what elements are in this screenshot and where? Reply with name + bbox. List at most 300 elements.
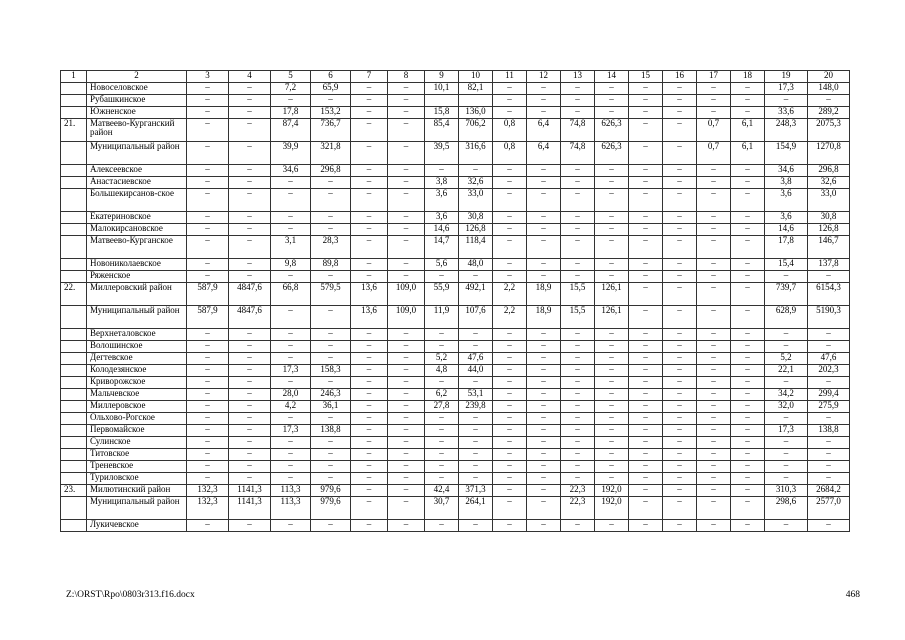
- table-cell: 13,6: [351, 283, 388, 306]
- table-cell: 1270,8: [808, 142, 850, 165]
- table-cell: –: [187, 341, 229, 353]
- table-cell: –: [629, 236, 663, 259]
- table-cell: –: [229, 461, 271, 473]
- table-cell: –: [271, 449, 311, 461]
- table-cell: –: [731, 329, 765, 341]
- table-cell: –: [425, 425, 459, 437]
- table-cell: –: [388, 83, 425, 95]
- table-cell: 33,0: [808, 189, 850, 212]
- table-cell: –: [388, 473, 425, 485]
- row-name: Южненское: [87, 107, 187, 119]
- table-cell: –: [595, 329, 629, 341]
- table-cell: –: [697, 95, 731, 107]
- table-cell: –: [561, 236, 595, 259]
- table-cell: –: [459, 341, 493, 353]
- table-cell: 17,3: [765, 83, 808, 95]
- table-cell: 47,6: [808, 353, 850, 365]
- table-cell: –: [527, 520, 561, 532]
- table-cell: –: [351, 119, 388, 142]
- table-cell: –: [595, 177, 629, 189]
- table-cell: –: [629, 389, 663, 401]
- table-cell: 626,3: [595, 142, 629, 165]
- table-cell: –: [731, 95, 765, 107]
- table-cell: –: [351, 329, 388, 341]
- table-cell: 30,7: [425, 497, 459, 520]
- table-cell: –: [351, 389, 388, 401]
- table-cell: –: [229, 389, 271, 401]
- table-cell: –: [459, 377, 493, 389]
- table-cell: –: [271, 224, 311, 236]
- table-cell: –: [271, 271, 311, 283]
- table-cell: –: [187, 177, 229, 189]
- table-cell: 736,7: [311, 119, 351, 142]
- table-cell: 2,2: [493, 306, 527, 329]
- table-cell: –: [351, 83, 388, 95]
- table-cell: –: [629, 353, 663, 365]
- table-cell: 158,3: [311, 365, 351, 377]
- table-cell: –: [697, 189, 731, 212]
- row-number: [61, 212, 87, 224]
- table-cell: –: [808, 437, 850, 449]
- table-cell: –: [731, 283, 765, 306]
- table-cell: –: [527, 259, 561, 271]
- table-cell: 492,1: [459, 283, 493, 306]
- row-name: Миллеровский район: [87, 283, 187, 306]
- table-cell: 33,0: [459, 189, 493, 212]
- table-cell: –: [629, 341, 663, 353]
- table-cell: –: [388, 341, 425, 353]
- row-name: Ольхово-Рогское: [87, 413, 187, 425]
- table-cell: –: [663, 212, 697, 224]
- table-cell: –: [311, 353, 351, 365]
- table-cell: –: [561, 224, 595, 236]
- row-number: [61, 401, 87, 413]
- table-cell: 34,2: [765, 389, 808, 401]
- table-row: [61, 306, 850, 329]
- table-cell: –: [663, 461, 697, 473]
- column-header: 8: [388, 71, 425, 83]
- table-cell: –: [765, 341, 808, 353]
- table-row: [61, 389, 850, 401]
- column-header: 6: [311, 71, 351, 83]
- table-cell: –: [697, 473, 731, 485]
- row-name: Туриловское: [87, 473, 187, 485]
- table-cell: –: [388, 425, 425, 437]
- table-cell: –: [271, 189, 311, 212]
- table-cell: –: [493, 461, 527, 473]
- table-cell: –: [351, 95, 388, 107]
- table-cell: –: [561, 189, 595, 212]
- row-name: Рубашкинское: [87, 95, 187, 107]
- row-number: [61, 520, 87, 532]
- table-cell: 137,8: [808, 259, 850, 271]
- table-cell: –: [187, 377, 229, 389]
- table-cell: –: [663, 341, 697, 353]
- table-cell: 132,3: [187, 485, 229, 497]
- table-cell: –: [697, 377, 731, 389]
- table-cell: 109,0: [388, 306, 425, 329]
- column-header: 2: [87, 71, 187, 83]
- table-cell: –: [527, 401, 561, 413]
- table-cell: –: [229, 341, 271, 353]
- table-cell: –: [351, 165, 388, 177]
- table-cell: –: [459, 520, 493, 532]
- table-cell: –: [388, 119, 425, 142]
- table-cell: –: [187, 107, 229, 119]
- column-header: 1: [61, 71, 87, 83]
- table-cell: –: [388, 401, 425, 413]
- table-cell: 126,1: [595, 283, 629, 306]
- table-cell: –: [561, 212, 595, 224]
- table-row: [61, 485, 850, 497]
- table-cell: 18,9: [527, 306, 561, 329]
- table-cell: –: [697, 271, 731, 283]
- table-cell: –: [527, 224, 561, 236]
- table-cell: –: [527, 329, 561, 341]
- table-cell: –: [561, 259, 595, 271]
- table-cell: 118,4: [459, 236, 493, 259]
- row-number: [61, 236, 87, 259]
- table-cell: –: [697, 413, 731, 425]
- table-cell: –: [425, 413, 459, 425]
- table-cell: 248,3: [765, 119, 808, 142]
- table-cell: –: [187, 119, 229, 142]
- table-cell: 107,6: [459, 306, 493, 329]
- row-number: [61, 271, 87, 283]
- row-name: Муниципальный район: [87, 142, 187, 165]
- row-name: Колодезянское: [87, 365, 187, 377]
- table-cell: –: [388, 353, 425, 365]
- table-cell: –: [663, 389, 697, 401]
- table-cell: –: [663, 365, 697, 377]
- table-cell: 310,3: [765, 485, 808, 497]
- table-cell: –: [229, 353, 271, 365]
- table-cell: 34,6: [765, 165, 808, 177]
- table-cell: –: [595, 353, 629, 365]
- table-cell: –: [629, 165, 663, 177]
- table-cell: –: [629, 224, 663, 236]
- table-cell: 6,2: [425, 389, 459, 401]
- table-cell: –: [731, 259, 765, 271]
- table-cell: 87,4: [271, 119, 311, 142]
- table-cell: –: [731, 212, 765, 224]
- table-cell: –: [187, 365, 229, 377]
- table-cell: 85,4: [425, 119, 459, 142]
- table-cell: –: [493, 83, 527, 95]
- table-cell: –: [731, 271, 765, 283]
- table-cell: 1141,3: [229, 497, 271, 520]
- table-cell: –: [629, 497, 663, 520]
- table-cell: –: [561, 389, 595, 401]
- row-number: [61, 329, 87, 341]
- table-cell: –: [311, 520, 351, 532]
- table-row: [61, 520, 850, 532]
- table-cell: –: [388, 142, 425, 165]
- row-name: Новоселовское: [87, 83, 187, 95]
- table-cell: 298,6: [765, 497, 808, 520]
- table-cell: 202,3: [808, 365, 850, 377]
- page-number: 468: [845, 590, 860, 600]
- table-cell: 126,1: [595, 306, 629, 329]
- table-cell: –: [697, 329, 731, 341]
- table-cell: –: [271, 520, 311, 532]
- table-cell: –: [731, 306, 765, 329]
- table-cell: –: [697, 401, 731, 413]
- table-cell: –: [561, 329, 595, 341]
- table-cell: –: [459, 271, 493, 283]
- table-cell: –: [595, 520, 629, 532]
- table-cell: 1141,3: [229, 485, 271, 497]
- table-cell: 33,6: [765, 107, 808, 119]
- table-cell: –: [697, 497, 731, 520]
- table-cell: –: [697, 224, 731, 236]
- table-cell: –: [351, 107, 388, 119]
- table-cell: –: [629, 377, 663, 389]
- table-cell: –: [629, 107, 663, 119]
- table-cell: 15,4: [765, 259, 808, 271]
- row-number: [61, 142, 87, 165]
- table-cell: –: [311, 461, 351, 473]
- table-cell: 5,2: [425, 353, 459, 365]
- table-cell: 296,8: [311, 165, 351, 177]
- row-number: 22.: [61, 283, 87, 306]
- table-cell: –: [351, 401, 388, 413]
- table-cell: –: [595, 377, 629, 389]
- table-cell: –: [731, 365, 765, 377]
- table-cell: 3,6: [425, 189, 459, 212]
- table-cell: –: [493, 377, 527, 389]
- table-cell: –: [808, 461, 850, 473]
- table-cell: 3,1: [271, 236, 311, 259]
- table-cell: –: [663, 485, 697, 497]
- table-cell: 628,9: [765, 306, 808, 329]
- table-cell: 4847,6: [229, 283, 271, 306]
- table-cell: –: [663, 107, 697, 119]
- table-cell: –: [595, 212, 629, 224]
- table-cell: –: [229, 177, 271, 189]
- table-cell: –: [187, 437, 229, 449]
- table-cell: –: [595, 189, 629, 212]
- table-cell: –: [697, 437, 731, 449]
- table-cell: –: [808, 341, 850, 353]
- table-cell: –: [459, 461, 493, 473]
- table-cell: –: [351, 485, 388, 497]
- table-cell: 30,8: [808, 212, 850, 224]
- table-cell: 27,8: [425, 401, 459, 413]
- table-cell: 74,8: [561, 119, 595, 142]
- row-number: [61, 341, 87, 353]
- table-cell: –: [731, 401, 765, 413]
- table-cell: –: [388, 520, 425, 532]
- table-cell: –: [493, 177, 527, 189]
- table-row: [61, 83, 850, 95]
- table-cell: –: [493, 473, 527, 485]
- table-cell: –: [459, 165, 493, 177]
- row-name: Матвеево-Курганское: [87, 236, 187, 259]
- table-cell: –: [731, 377, 765, 389]
- table-cell: –: [351, 365, 388, 377]
- row-number: [61, 259, 87, 271]
- table-cell: –: [561, 165, 595, 177]
- table-cell: 979,6: [311, 497, 351, 520]
- table-cell: –: [459, 413, 493, 425]
- table-cell: –: [663, 283, 697, 306]
- table-cell: –: [311, 413, 351, 425]
- table-cell: –: [311, 437, 351, 449]
- table-cell: –: [561, 365, 595, 377]
- table-cell: –: [663, 473, 697, 485]
- table-cell: –: [388, 236, 425, 259]
- row-number: [61, 189, 87, 212]
- column-header: 7: [351, 71, 388, 83]
- table-cell: 18,9: [527, 283, 561, 306]
- table-cell: –: [527, 189, 561, 212]
- table-cell: –: [527, 377, 561, 389]
- table-cell: –: [388, 224, 425, 236]
- table-cell: 0,7: [697, 119, 731, 142]
- table-cell: –: [765, 377, 808, 389]
- table-cell: –: [595, 165, 629, 177]
- table-cell: –: [187, 520, 229, 532]
- table-cell: –: [731, 353, 765, 365]
- row-name: Матвеево-Курганский район: [87, 119, 187, 142]
- table-row: [61, 189, 850, 212]
- table-cell: –: [351, 449, 388, 461]
- table-cell: 6154,3: [808, 283, 850, 306]
- row-number: [61, 353, 87, 365]
- table-cell: –: [493, 259, 527, 271]
- table-cell: –: [229, 401, 271, 413]
- table-cell: 0,8: [493, 119, 527, 142]
- table-cell: –: [663, 142, 697, 165]
- table-cell: –: [561, 341, 595, 353]
- table-cell: 66,8: [271, 283, 311, 306]
- table-cell: –: [493, 329, 527, 341]
- column-header: 10: [459, 71, 493, 83]
- table-cell: –: [527, 212, 561, 224]
- table-cell: –: [629, 520, 663, 532]
- table-cell: –: [229, 212, 271, 224]
- table-cell: –: [765, 329, 808, 341]
- table-cell: –: [765, 520, 808, 532]
- table-row: [61, 449, 850, 461]
- table-row: [61, 259, 850, 271]
- header-row: [61, 71, 850, 83]
- table-cell: –: [527, 449, 561, 461]
- table-cell: –: [527, 389, 561, 401]
- table-cell: –: [351, 189, 388, 212]
- table-cell: 28,0: [271, 389, 311, 401]
- table-cell: –: [271, 329, 311, 341]
- table-row: [61, 236, 850, 259]
- table-cell: –: [629, 449, 663, 461]
- table-cell: –: [351, 236, 388, 259]
- row-name: Лукичевское: [87, 520, 187, 532]
- table-cell: –: [697, 283, 731, 306]
- table-cell: –: [187, 449, 229, 461]
- table-cell: 22,1: [765, 365, 808, 377]
- table-cell: 6,1: [731, 119, 765, 142]
- table-cell: 126,8: [808, 224, 850, 236]
- table-cell: –: [595, 107, 629, 119]
- table-cell: –: [629, 437, 663, 449]
- row-number: [61, 365, 87, 377]
- table-cell: –: [629, 212, 663, 224]
- table-cell: –: [527, 83, 561, 95]
- table-cell: 979,6: [311, 485, 351, 497]
- table-cell: 10,1: [425, 83, 459, 95]
- table-cell: 4847,6: [229, 306, 271, 329]
- table-cell: –: [629, 189, 663, 212]
- table-cell: –: [388, 497, 425, 520]
- table-cell: –: [697, 165, 731, 177]
- table-cell: –: [629, 306, 663, 329]
- table-cell: –: [229, 165, 271, 177]
- table-cell: 17,3: [271, 425, 311, 437]
- table-cell: –: [351, 497, 388, 520]
- table-cell: –: [229, 437, 271, 449]
- row-name: Муниципальный район: [87, 306, 187, 329]
- table-row: [61, 177, 850, 189]
- table-cell: –: [663, 377, 697, 389]
- table-row: [61, 461, 850, 473]
- table-cell: 2577,0: [808, 497, 850, 520]
- table-cell: –: [663, 497, 697, 520]
- column-header: 3: [187, 71, 229, 83]
- row-number: [61, 473, 87, 485]
- table-cell: –: [697, 107, 731, 119]
- table-cell: –: [731, 236, 765, 259]
- table-cell: –: [311, 341, 351, 353]
- row-number: [61, 449, 87, 461]
- table-cell: –: [561, 461, 595, 473]
- table-cell: –: [388, 165, 425, 177]
- table-cell: –: [731, 473, 765, 485]
- table-row: [61, 353, 850, 365]
- table-cell: –: [629, 365, 663, 377]
- table-cell: –: [229, 377, 271, 389]
- table-row: [61, 107, 850, 119]
- table-cell: 2684,2: [808, 485, 850, 497]
- table-cell: –: [561, 177, 595, 189]
- table-cell: –: [459, 329, 493, 341]
- table-cell: –: [351, 413, 388, 425]
- table-row: [61, 425, 850, 437]
- table-cell: –: [808, 271, 850, 283]
- table-cell: –: [425, 520, 459, 532]
- row-name: Новониколаевское: [87, 259, 187, 271]
- table-cell: 17,3: [271, 365, 311, 377]
- table-cell: –: [493, 236, 527, 259]
- row-name: Титовское: [87, 449, 187, 461]
- table-cell: –: [697, 353, 731, 365]
- table-cell: –: [595, 473, 629, 485]
- table-cell: –: [527, 365, 561, 377]
- table-row: [61, 377, 850, 389]
- row-number: [61, 413, 87, 425]
- table-cell: –: [663, 177, 697, 189]
- table-cell: –: [595, 95, 629, 107]
- table-cell: 6,1: [731, 142, 765, 165]
- row-number: [61, 95, 87, 107]
- table-cell: –: [229, 83, 271, 95]
- row-name: Большекирсанов-ское: [87, 189, 187, 212]
- table-cell: –: [388, 259, 425, 271]
- table-cell: 3,6: [425, 212, 459, 224]
- table-cell: [459, 95, 493, 107]
- table-cell: 15,8: [425, 107, 459, 119]
- table-cell: –: [388, 365, 425, 377]
